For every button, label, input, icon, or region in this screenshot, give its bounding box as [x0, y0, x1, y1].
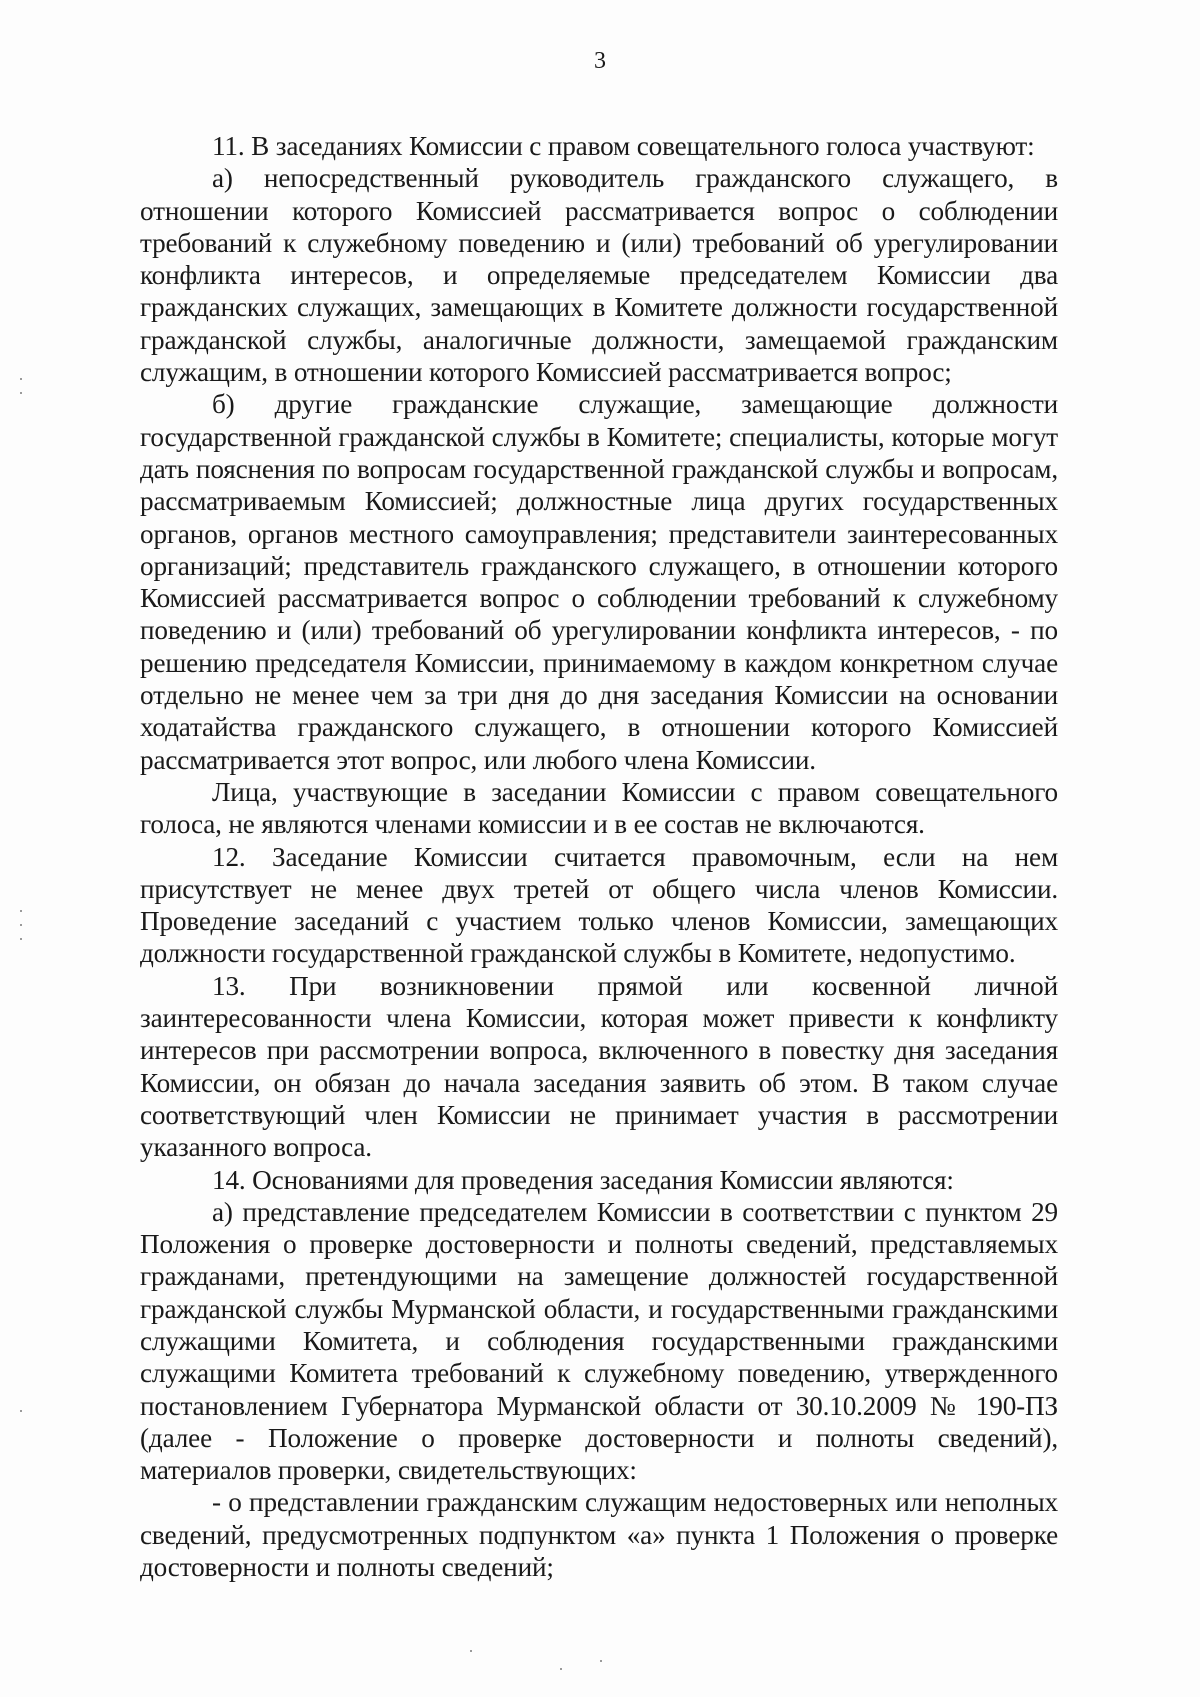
scan-artifact [470, 1650, 472, 1652]
paragraph-11b: б) другие гражданские служащие, замещающие должности государственной гражданской службы в Комитете; специалисты, которые могут дать пояснения по вопросам государственной гражданской службы и вопросам, рассматриваемым Комиссией; должностные лица других государственных органов, органов местного самоуправления; представители заинтересованных организаций; представитель гражданского служащего, в отношении которого Комиссией рассматривается вопрос о соблюдении требований к служебному поведению и (или) требований об урегулировании конфликта интересов, - по решению председателя Комиссии, принимаемому в каждом конкретном случае отдельно не менее чем за три дня до дня заседания Комиссии на основании ходатайства гражданского служащего, в отношении которого Комиссией рассматривается этот вопрос, или любого члена Комиссии. [140, 389, 1058, 775]
scan-artifact [20, 910, 22, 912]
scan-artifact [20, 392, 22, 394]
document-body [140, 130, 1058, 1583]
scan-artifact [20, 1410, 22, 1412]
paragraph-14: 14. Основаниями для проведения заседания Комиссии являются: [212, 1164, 954, 1195]
paragraph-12: 12. Заседание Комиссии считается правомочным, если на нем присутствует не менее двух третей от общего числа членов Комиссии. Проведение заседаний с участием только членов Комиссии, замещающих должности государственной гражданской службы в Комитете, недопустимо. [140, 841, 1058, 969]
scan-artifact [20, 378, 22, 380]
scan-artifact [600, 1660, 602, 1662]
page-number: 3 [594, 48, 606, 74]
scan-artifact [20, 924, 22, 926]
scan-artifact [20, 938, 22, 940]
scan-artifact [560, 1668, 562, 1670]
paragraph-11a: а) непосредственный руководитель гражданского служащего, в отношении которого Комиссией рассматривается вопрос о соблюдении требований к служебному поведению и (или) требований об урегулировании конфликта интересов, и определяемые председателем Комиссии два гражданских служащих, замещающих в Комитете должности государственной гражданской службы, аналогичные должности, замещаемой гражданским служащим, в отношении которого Комиссией рассматривается вопрос; [140, 163, 1058, 388]
paragraph-14a-item: - о представлении гражданским служащим недостоверных или неполных сведений, предусмотренных подпунктом «а» пункта 1 Положения о проверке достоверности и полноты сведений; [140, 1487, 1058, 1583]
paragraph-11: 11. В заседаниях Комиссии с правом совещательного голоса участвуют: [212, 131, 1035, 161]
paragraph-14a: а) представление председателем Комиссии в соответствии с пунктом 29 Положения о проверке достоверности и полноты сведений, представляемых гражданами, претендующими на замещение должностей государственной гражданской службы Мурманской области, и государственными гражданскими служащими Комитета, и соблюдения государственными гражданскими служащими Комитета требований к служебному поведению, утвержденного постановлением Губернатора Мурманской области от 30.10.2009 № 190-ПЗ (далее - Положение о проверке достоверности и полноты сведений), материалов проверки, свидетельствующих: [140, 1196, 1058, 1486]
paragraph-advisory-note: Лица, участвующие в заседании Комиссии с правом совещательного голоса, не являются членами комиссии и в ее состав не включаются. [140, 776, 1058, 840]
paragraph-13: 13. При возникновении прямой или косвенной личной заинтересованности члена Комиссии, которая может привести к конфликту интересов при рассмотрении вопроса, включенного в повестку дня заседания Комиссии, он обязан до начала заседания заявить об этом. В таком случае соответствующий член Комиссии не принимает участия в рассмотрении указанного вопроса. [140, 970, 1058, 1163]
